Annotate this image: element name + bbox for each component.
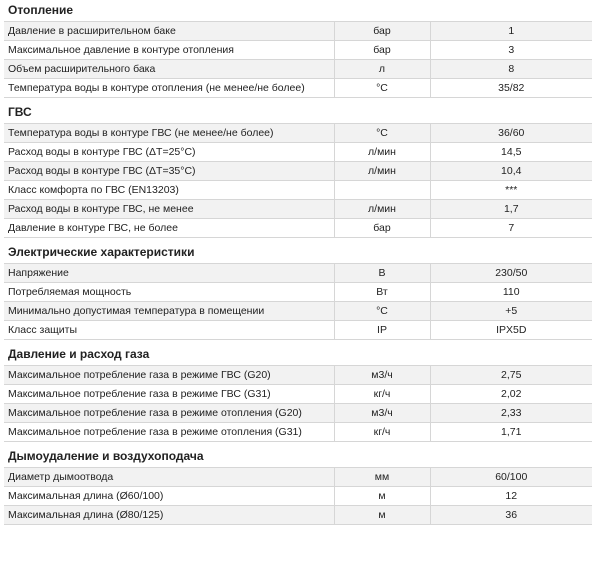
section-table [4,124,592,238]
param-cell: Температура воды в контуре ГВС (не менее/не более) [4,124,334,143]
section-title: Дымоудаление и воздухоподача [4,446,592,468]
param-cell: Минимально допустимая температура в помещении [4,302,334,321]
section-table [4,468,592,525]
param-cell: Максимальное давление в контуре отопления [4,41,334,60]
unit-cell: °С [334,79,430,98]
unit-cell: кг/ч [334,423,430,442]
table-row [4,41,592,60]
table-row [4,385,592,404]
value-cell: 1,71 [430,423,592,442]
table-row [4,219,592,238]
param-cell: Максимальное потребление газа в режиме ГВС (G31) [4,385,334,404]
table-row [4,302,592,321]
table-row [4,264,592,283]
param-cell: Максимальное потребление газа в режиме отопления (G20) [4,404,334,423]
unit-cell: °С [334,124,430,143]
param-cell: Расход воды в контуре ГВС (ΔT=35°C) [4,162,334,181]
spec-table [4,0,592,525]
table-row [4,200,592,219]
table-row [4,181,592,200]
unit-cell: м [334,506,430,525]
param-cell: Напряжение [4,264,334,283]
value-cell: 12 [430,487,592,506]
param-cell: Максимальное потребление газа в режиме ГВС (G20) [4,366,334,385]
value-cell: +5 [430,302,592,321]
param-cell: Температура воды в контуре отопления (не менее/не более) [4,79,334,98]
value-cell: IPX5D [430,321,592,340]
table-row [4,143,592,162]
unit-cell: м3/ч [334,366,430,385]
unit-cell: м [334,487,430,506]
table-row [4,162,592,181]
value-cell: 7 [430,219,592,238]
unit-cell: Вт [334,283,430,302]
unit-cell: л/мин [334,143,430,162]
value-cell: 60/100 [430,468,592,487]
param-cell: Объем расширительного бака [4,60,334,79]
param-cell: Расход воды в контуре ГВС, не менее [4,200,334,219]
unit-cell: бар [334,219,430,238]
value-cell: 1,7 [430,200,592,219]
unit-cell: мм [334,468,430,487]
value-cell: 2,33 [430,404,592,423]
table-row [4,321,592,340]
value-cell: 3 [430,41,592,60]
section-table [4,366,592,442]
unit-cell: °С [334,302,430,321]
param-cell: Максимальная длина (Ø60/100) [4,487,334,506]
value-cell: *** [430,181,592,200]
section-title: ГВС [4,102,592,124]
value-cell: 36 [430,506,592,525]
unit-cell: л [334,60,430,79]
table-row [4,283,592,302]
param-cell: Максимальное потребление газа в режиме отопления (G31) [4,423,334,442]
unit-cell [334,181,430,200]
unit-cell: бар [334,22,430,41]
value-cell: 36/60 [430,124,592,143]
value-cell: 8 [430,60,592,79]
value-cell: 2,75 [430,366,592,385]
value-cell: 35/82 [430,79,592,98]
value-cell: 14,5 [430,143,592,162]
unit-cell: л/мин [334,162,430,181]
unit-cell: бар [334,41,430,60]
param-cell: Класс защиты [4,321,334,340]
param-cell: Максимальная длина (Ø80/125) [4,506,334,525]
section-table [4,264,592,340]
value-cell: 230/50 [430,264,592,283]
table-row [4,487,592,506]
unit-cell: IP [334,321,430,340]
param-cell: Диаметр дымоотвода [4,468,334,487]
table-row [4,60,592,79]
table-row [4,404,592,423]
value-cell: 10,4 [430,162,592,181]
unit-cell: л/мин [334,200,430,219]
param-cell: Давление в расширительном баке [4,22,334,41]
section-title: Электрические характеристики [4,242,592,264]
unit-cell: В [334,264,430,283]
section-table [4,22,592,98]
param-cell: Давление в контуре ГВС, не более [4,219,334,238]
param-cell: Расход воды в контуре ГВС (ΔT=25°C) [4,143,334,162]
table-row [4,506,592,525]
section-title: Отопление [4,0,592,22]
table-row [4,366,592,385]
section-title: Давление и расход газа [4,344,592,366]
table-row [4,22,592,41]
table-row [4,423,592,442]
value-cell: 2,02 [430,385,592,404]
unit-cell: кг/ч [334,385,430,404]
param-cell: Класс комфорта по ГВС (EN13203) [4,181,334,200]
value-cell: 1 [430,22,592,41]
value-cell: 110 [430,283,592,302]
param-cell: Потребляемая мощность [4,283,334,302]
table-row [4,124,592,143]
table-row [4,468,592,487]
table-row [4,79,592,98]
unit-cell: м3/ч [334,404,430,423]
